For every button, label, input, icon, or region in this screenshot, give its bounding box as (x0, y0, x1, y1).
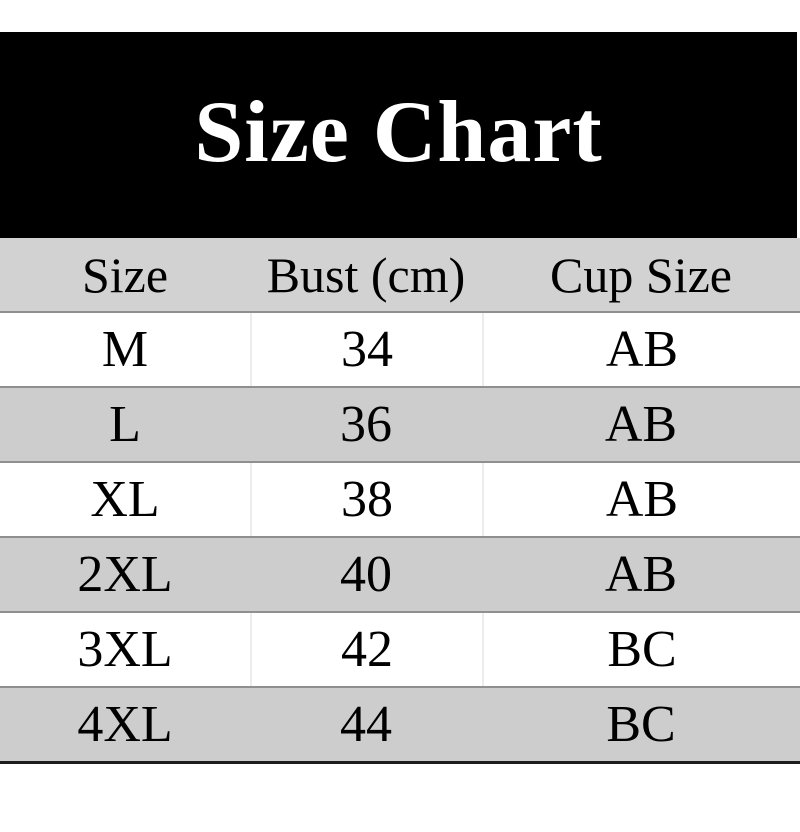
size-cell: XL (90, 470, 160, 528)
table-row (0, 613, 800, 688)
size-cell: L (109, 395, 141, 453)
column-header-cup-size: Cup Size (550, 246, 732, 303)
size-cell: 3XL (77, 620, 173, 678)
table-row (0, 688, 800, 764)
title-banner (0, 32, 797, 238)
size-cell: 4XL (77, 695, 173, 753)
size-chart-table (0, 238, 800, 764)
table-row (0, 313, 800, 388)
table-row (0, 388, 800, 463)
bust-cell: 38 (250, 463, 482, 536)
table-row (0, 538, 800, 613)
table-header-row (0, 238, 800, 313)
bust-cell: 44 (340, 695, 392, 753)
bust-cell: 34 (250, 313, 482, 386)
bust-cell: 40 (340, 545, 392, 603)
cup-size-cell: AB (604, 545, 678, 603)
size-cell: M (101, 320, 149, 378)
column-header-size: Size (81, 246, 169, 303)
column-header-bust: Bust (cm) (266, 246, 466, 303)
size-cell: 2XL (77, 545, 173, 603)
table-row (0, 463, 800, 538)
cup-size-cell: BC (606, 695, 676, 753)
page-title: Size Chart (194, 84, 603, 181)
cup-size-cell: AB (482, 463, 800, 536)
cup-size-cell: BC (482, 613, 800, 686)
bust-cell: 36 (340, 395, 392, 453)
cup-size-cell: AB (482, 313, 800, 386)
cup-size-cell: AB (604, 395, 678, 453)
bust-cell: 42 (250, 613, 482, 686)
